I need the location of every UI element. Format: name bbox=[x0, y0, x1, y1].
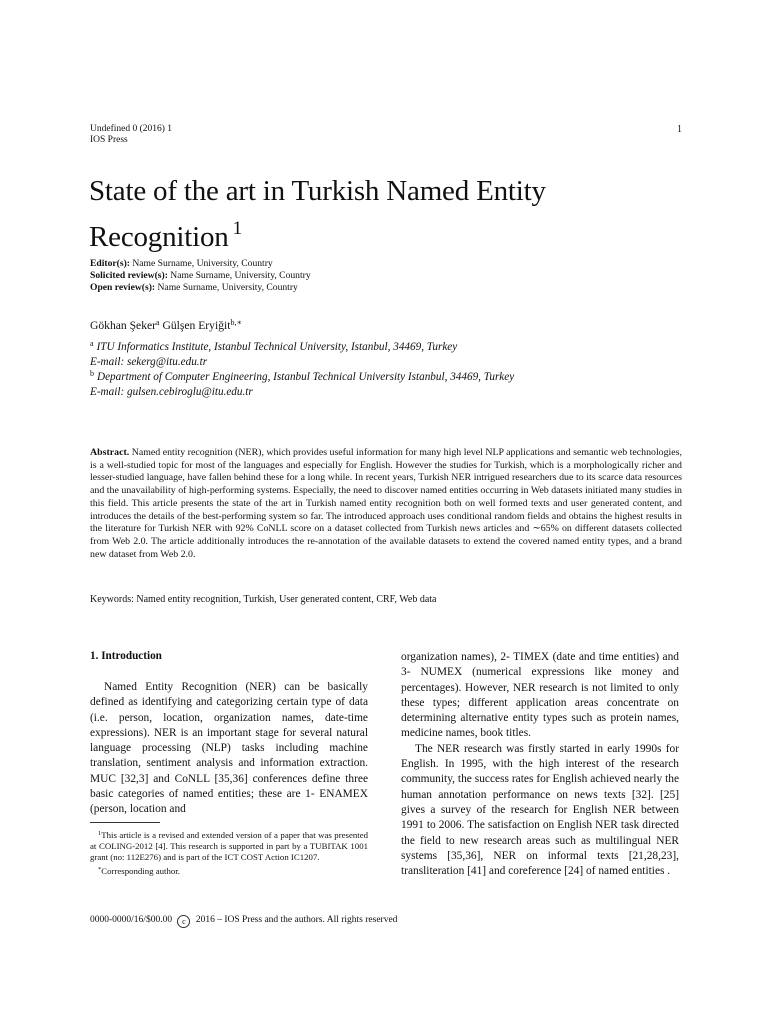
affiliation-mark: b bbox=[90, 369, 94, 378]
copyright-icon: c bbox=[177, 915, 190, 928]
paper-title-text: State of the art in Turkish Named Entity Recognition bbox=[89, 175, 546, 253]
affiliation-email: E-mail: sekerg@itu.edu.tr bbox=[90, 356, 208, 368]
intro-paragraph-continued: organization names), 2- TIMEX (date and time entities) and 3- NUMEX (numerical expressions like money and percentages). However, NER research is not limited to only these types; different application areas concentrate on determining alternative entity types such as protein names, medicine names, book titles. bbox=[401, 651, 679, 740]
author-name: Gülşen Eryiğit bbox=[162, 319, 231, 332]
affiliation-a bbox=[90, 336, 710, 370]
author-name: Gökhan Şeker bbox=[90, 319, 157, 332]
author-mark: b,∗ bbox=[230, 318, 242, 327]
copyright-prefix: 0000-0000/16/$00.00 bbox=[90, 915, 173, 925]
running-header bbox=[90, 124, 172, 146]
footnote-text: Corresponding author. bbox=[101, 865, 180, 876]
open-review-line bbox=[90, 282, 311, 294]
footnotes bbox=[90, 828, 368, 877]
copyright-line bbox=[90, 915, 397, 928]
footnote-mark: 1 bbox=[98, 830, 102, 837]
footnote-text: This article is a revised and extended version of a paper that was presented at COLING-2012 [4]. This research is supported in part by a TUBITAK 1001 grant (no: 112E276) and is part of the ICT COST Action IC1207. bbox=[90, 830, 368, 863]
title-footnote-mark: 1 bbox=[232, 218, 242, 239]
affiliation-text: Department of Computer Engineering, Istanbul Technical University Istanbul, 34469, Turkey bbox=[97, 371, 515, 383]
footnote-mark: * bbox=[98, 865, 102, 873]
copyright-suffix: 2016 – IOS Press and the authors. All rights reserved bbox=[195, 915, 398, 925]
solicited-review-line bbox=[90, 270, 311, 282]
affiliation-email: E-mail: gulsen.cebiroglu@itu.edu.tr bbox=[90, 386, 253, 398]
intro-paragraph: The NER research was firstly started in early 1990s for English. In 1995, with the high interest of the research community, the success rates for English achieved nearly the human annotation performance on news texts [32]. [25] gives a survey of the research for English NER between 1991 to 2006. The satisfaction on English NER task directed the field to new research areas such as multilingual NER systems [35,36], NER on informal texts [21,28,23], transliteration [41] and coreference [24] of named entities . bbox=[401, 742, 679, 878]
open-review-label: Open review(s): bbox=[90, 282, 156, 293]
paper-title bbox=[89, 172, 689, 256]
editor-line bbox=[90, 258, 311, 270]
abstract-text: Named entity recognition (NER), which provides useful information for many high level NLP applications and semantic web technologies, is a well-studied topic for most of the languages and especially for English. However the studies for Turkish, which is a morphologically richer and lesser-studied language, have fallen behind these for a long while. In recent years, Turkish NER intrigued researchers due to its scarce data resources and the unavailability of high-performing systems. Especially, the need to discover named entities occurring in Web datasets initiated many studies in this field. This article presents the state of the art in Turkish named entity recognition both on well formed texts and user generated content, and introduces the details of the best-performing system so far. The introduced approach uses conditional random fields and obtains the highest results in the literature for Turkish NER with 92% CoNLL score on a dataset collected from Turkish news articles and ∼65% on different datasets collected from Web 2.0. The article additionally introduces the re-annotation of the available datasets to extend the covered named entity types, and a brand new dataset from Web 2.0. bbox=[90, 447, 682, 560]
keywords: Keywords: Named entity recognition, Turkish, User generated content, CRF, Web data bbox=[90, 594, 437, 605]
footnote bbox=[90, 864, 368, 877]
journal-line: Undefined 0 (2016) 1 bbox=[90, 124, 173, 134]
abstract bbox=[90, 447, 682, 561]
editors-block bbox=[90, 258, 311, 294]
open-review-value: Name Surname, University, Country bbox=[155, 282, 298, 293]
section-heading: 1. Introduction bbox=[90, 650, 162, 662]
abstract-label: Abstract. bbox=[90, 447, 130, 458]
solicited-review-value: Name Surname, University, Country bbox=[167, 270, 311, 281]
editor-value: Name Surname, University, Country bbox=[129, 258, 273, 269]
affiliation-b bbox=[90, 366, 710, 400]
affiliation-text: ITU Informatics Institute, Istanbul Technical University, Istanbul, 34469, Turkey bbox=[96, 341, 458, 353]
page-number: 1 bbox=[677, 124, 682, 135]
author-mark: a bbox=[156, 318, 160, 327]
editor-label: Editor(s): bbox=[90, 258, 130, 269]
intro-paragraph: Named Entity Recognition (NER) can be basically defined as identifying and categorizing certain type of data (i.e. person, location, organization names, date-time expressions). NER is an important stage for several natural language processing (NLP) tasks including machine translation, sentiment analysis and information extraction. MUC [32,3] and CoNLL [35,36] conferences define three basic categories of named entities; these are 1- ENAMEX (person, location and bbox=[90, 681, 368, 816]
right-column bbox=[401, 650, 679, 879]
publisher-line: IOS Press bbox=[90, 135, 128, 145]
footnote bbox=[90, 828, 368, 864]
solicited-review-label: Solicited review(s): bbox=[90, 270, 168, 281]
left-column bbox=[90, 680, 368, 818]
authors-line bbox=[90, 318, 242, 332]
footnote-rule bbox=[90, 822, 160, 823]
affiliation-mark: a bbox=[90, 339, 94, 348]
